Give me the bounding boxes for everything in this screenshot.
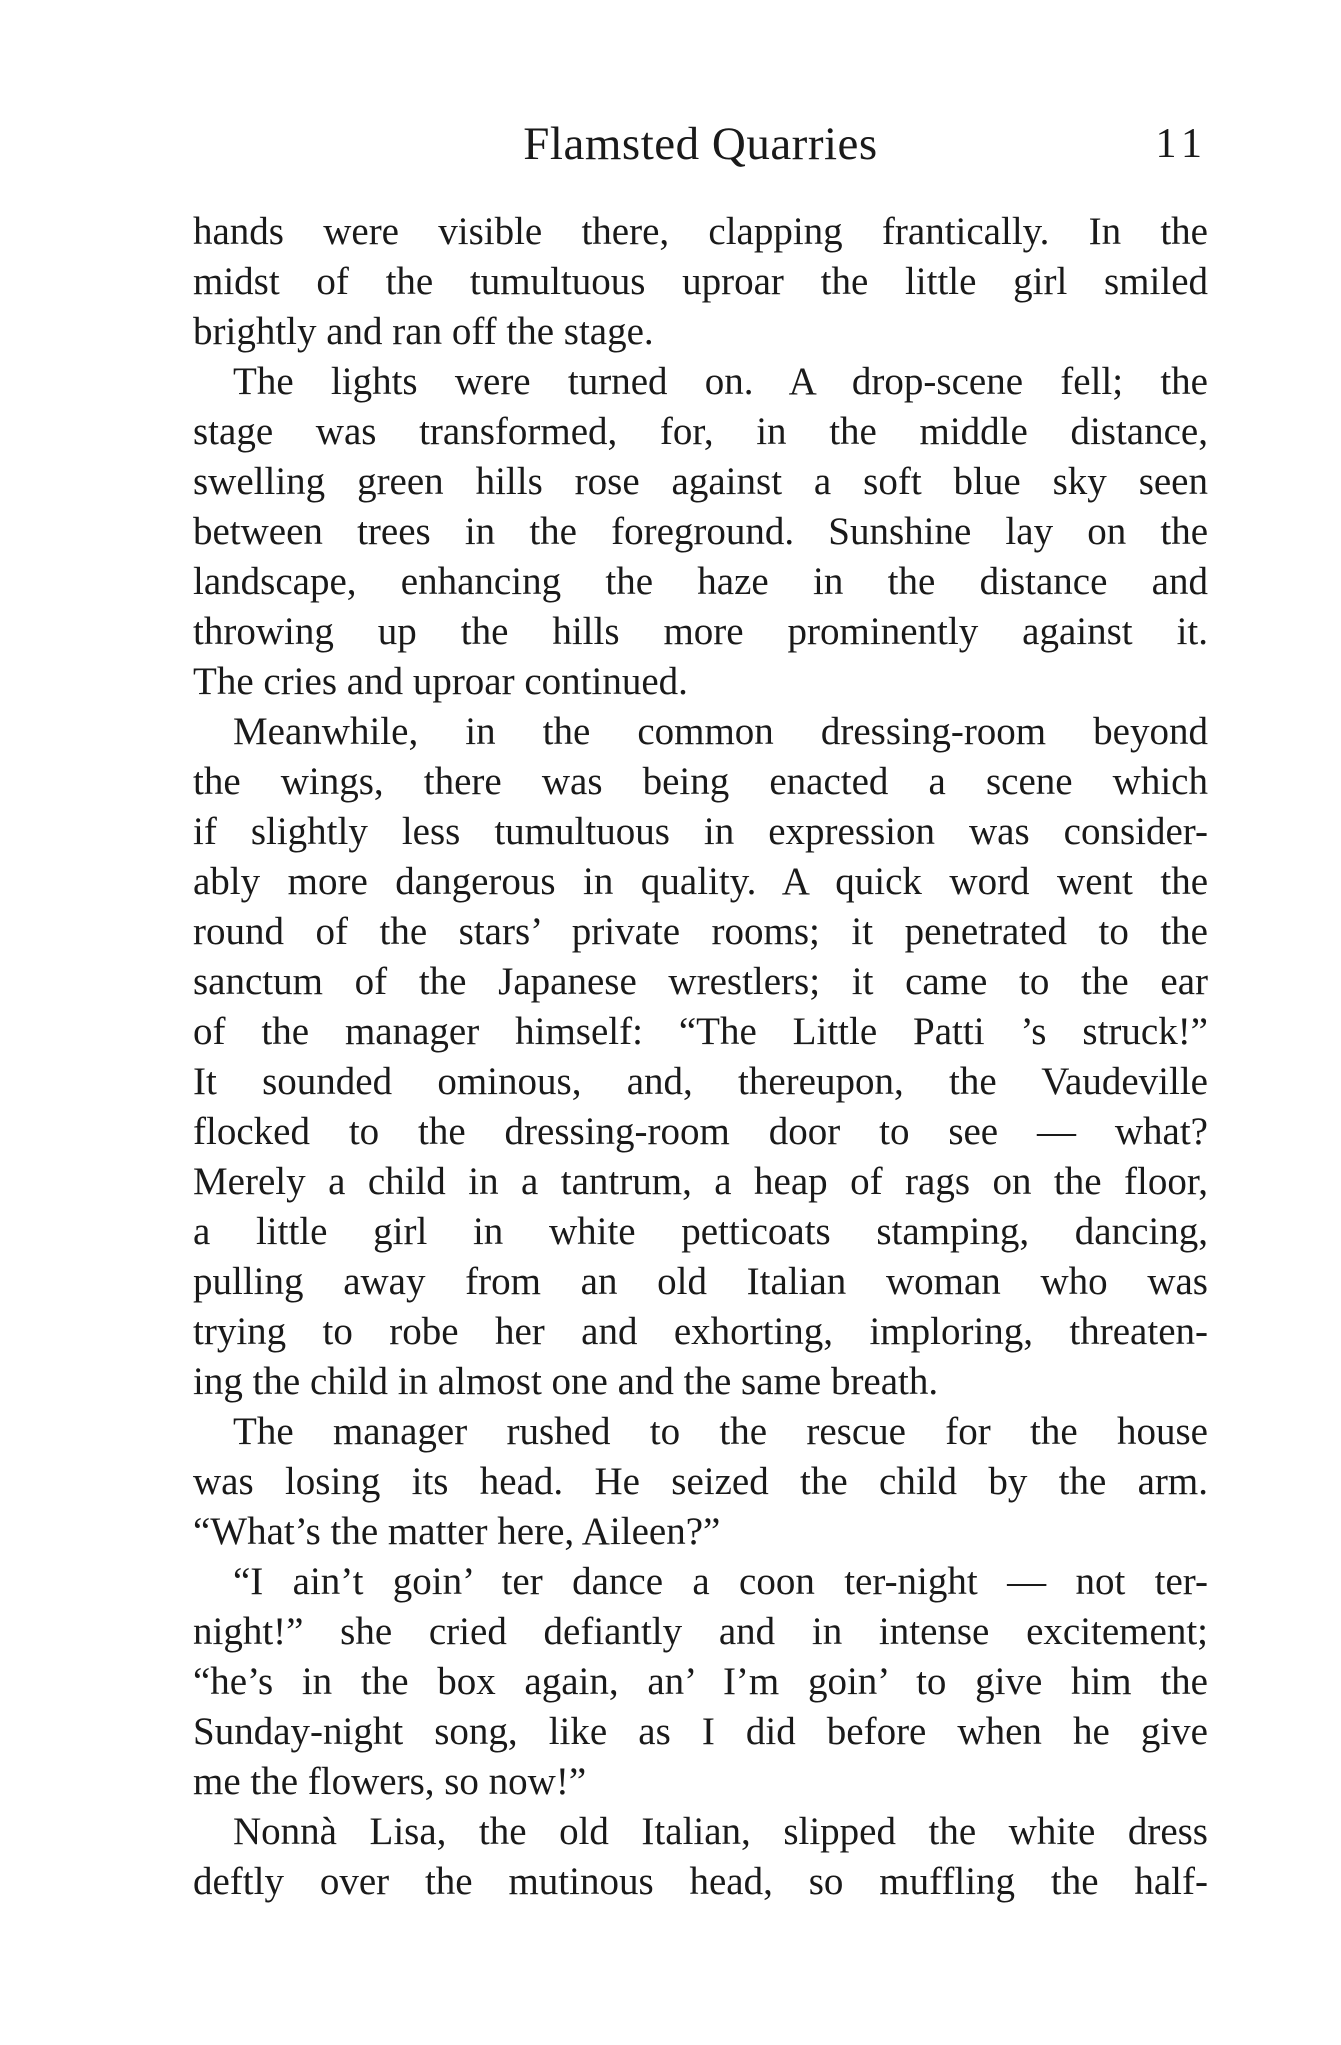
text-line: ing the child in almost one and the same breath. — [193, 1360, 939, 1403]
text-line: flocked to the dressing-room door to see — what? — [193, 1110, 1208, 1153]
text-line: swelling green hills rose against a soft blue sky seen — [193, 460, 1208, 503]
running-head — [193, 112, 1208, 176]
text-line: if slightly less tumultuous in expression was consider- — [193, 810, 1208, 853]
text-line: “What’s the matter here, Aileen?” — [193, 1510, 721, 1553]
text-line: landscape, enhancing the haze in the distance and — [193, 560, 1208, 603]
text-line: Meanwhile, in the common dressing-room beyond — [233, 710, 1208, 753]
text-line: hands were visible there, clapping frantically. In the — [193, 210, 1208, 253]
text-line: trying to robe her and exhorting, imploring, threaten- — [193, 1310, 1208, 1353]
text-line: Merely a child in a tantrum, a heap of rags on the floor, — [193, 1160, 1208, 1203]
text-line: of the manager himself: “The Little Patti ’s struck!” — [193, 1010, 1208, 1053]
text-line: sanctum of the Japanese wrestlers; it came to the ear — [193, 960, 1208, 1003]
text-line: pulling away from an old Italian woman who was — [193, 1260, 1208, 1303]
text-line: It sounded ominous, and, thereupon, the Vaudeville — [193, 1060, 1208, 1103]
body-text — [193, 207, 1208, 1907]
running-title: Flamsted Quarries — [523, 118, 878, 170]
page-number: 11 — [1155, 121, 1208, 167]
text-line: brightly and ran off the stage. — [193, 310, 654, 353]
text-line: deftly over the mutinous head, so muffling the half- — [193, 1860, 1208, 1903]
text-line: “he’s in the box again, an’ I’m goin’ to give him the — [193, 1660, 1208, 1703]
text-line: the wings, there was being enacted a scene which — [193, 760, 1208, 803]
text-line: The lights were turned on. A drop-scene fell; the — [233, 360, 1208, 403]
text-line: night!” she cried defiantly and in intense excitement; — [193, 1610, 1208, 1653]
text-line: Sunday-night song, like as I did before when he give — [193, 1710, 1208, 1753]
text-line: round of the stars’ private rooms; it penetrated to the — [193, 910, 1208, 953]
text-line: between trees in the foreground. Sunshine lay on the — [193, 510, 1208, 553]
text-line: me the flowers, so now!” — [193, 1760, 587, 1803]
text-line: Nonnà Lisa, the old Italian, slipped the white dress — [233, 1810, 1208, 1853]
text-line: The cries and uproar continued. — [193, 660, 688, 703]
text-line: stage was transformed, for, in the middle distance, — [193, 410, 1208, 453]
text-line: a little girl in white petticoats stamping, dancing, — [193, 1210, 1208, 1253]
text-line: throwing up the hills more prominently against it. — [193, 610, 1208, 653]
text-line: The manager rushed to the rescue for the house — [233, 1410, 1208, 1453]
text-line: was losing its head. He seized the child by the arm. — [193, 1460, 1208, 1503]
text-line: midst of the tumultuous uproar the little girl smiled — [193, 260, 1208, 303]
text-line: ably more dangerous in quality. A quick word went the — [193, 860, 1208, 903]
text-line: “I ain’t goin’ ter dance a coon ter-night — not ter- — [233, 1560, 1208, 1603]
